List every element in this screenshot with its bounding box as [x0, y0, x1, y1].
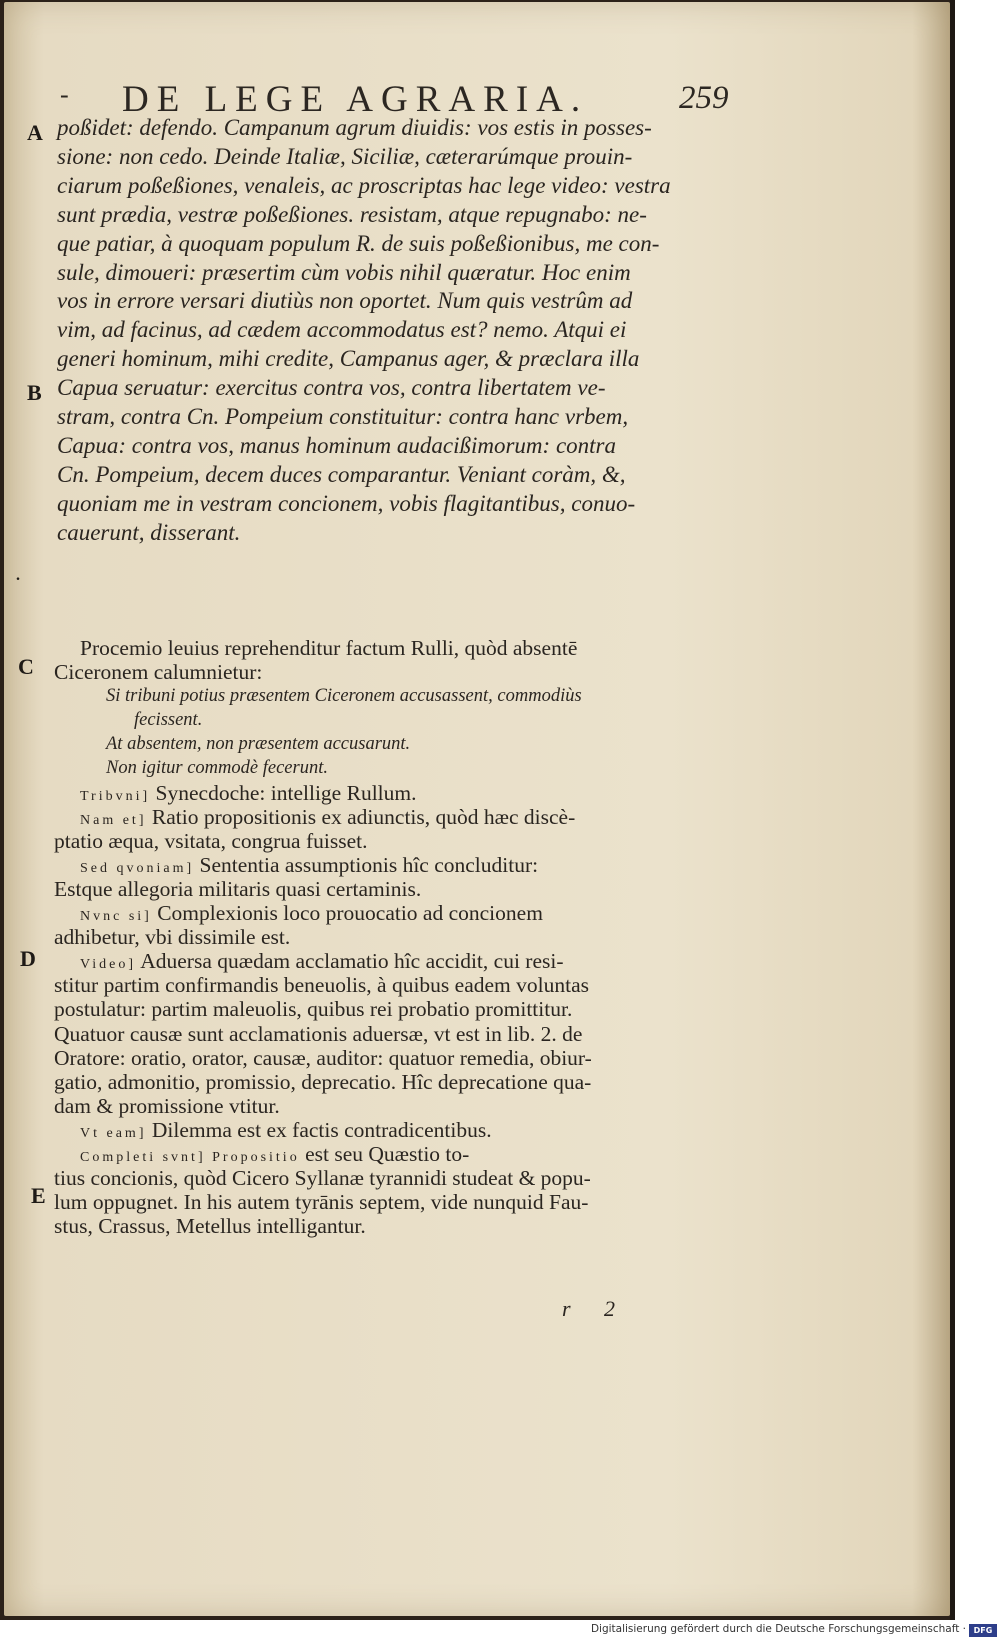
note-line	[54, 949, 714, 973]
note-line: stitur partim confirmandis beneuolis, à quibus eadem voluntas	[54, 973, 590, 998]
note-lemma: Sed qvoniam]	[80, 860, 195, 876]
note-lemma: Completi svnt]	[80, 1149, 206, 1165]
note-line	[54, 1118, 714, 1142]
note-line: adhibetur, vbi dissimile est.	[54, 925, 291, 950]
dfg-logo: DFG	[969, 1624, 997, 1637]
note-line	[54, 1142, 714, 1166]
note-text: est seu Quæstio to-	[299, 1141, 470, 1166]
margin-marker-b: B	[27, 380, 42, 405]
note-line: ptatio æqua, vsitata, congrua fuisset.	[54, 828, 368, 853]
header-dash: -	[60, 80, 69, 109]
text-line: quoniam me in vestram concionem, vobis flagitantibus, conuo-	[57, 490, 636, 516]
text-line: vim, ad facinus, ad cædem accommodatus est? nemo. Atqui ei	[57, 317, 627, 343]
margin-marker-e: E	[31, 1183, 46, 1208]
text-line: sule, dimoueri: præsertim cùm vobis nihil quæratur. Hoc enim	[57, 259, 631, 285]
note-line: postulatur: partim maleuolis, quibus rei probatio promittitur.	[54, 997, 573, 1022]
margin-marker-a: A	[27, 120, 43, 145]
page-number: 259	[679, 80, 729, 116]
note-line: lum oppugnet. In his autem tyrānis septem, vide nunquid Fau-	[54, 1190, 589, 1215]
text-line: Capua: contra vos, manus hominum audacißimorum: contra	[57, 432, 616, 458]
note-lemma: Propositio	[205, 1149, 300, 1165]
note-line: stus, Crassus, Metellus intelligantur.	[54, 1214, 366, 1239]
running-title: DE LEGE AGRARIA.	[122, 79, 589, 120]
text-line: ciarum poßeßiones, venaleis, ac proscriptas hac lege video: vestra	[57, 172, 671, 198]
note-text: Sententia assumptionis hîc concluditur:	[194, 852, 539, 877]
note-line: tius concionis, quòd Cicero Syllanæ tyrannidi studeat & popu-	[54, 1166, 591, 1191]
text-line: stram, contra Cn. Pompeium constituitur: contra hanc vrbem,	[57, 404, 629, 430]
note-line	[54, 781, 714, 805]
text-line: que patiar, à quoquam populum R. de suis poßeßionibus, me con-	[57, 230, 660, 256]
syllogism-line: fecissent.	[134, 710, 203, 731]
note-lemma: Nvnc si]	[80, 909, 152, 925]
note-line: dam & promissione vtitur.	[54, 1093, 280, 1118]
note-line: Estque allegoria militaris quasi certaminis.	[54, 876, 422, 901]
note-lemma: Vt eam]	[80, 1125, 147, 1141]
commentary-line: Ciceronem calumnietur:	[54, 660, 263, 685]
note-lemma: Tribvni]	[80, 788, 151, 804]
syllogism-line: Non igitur commodè fecerunt.	[106, 758, 328, 779]
text-line: cauerunt, disserant.	[57, 519, 241, 545]
text-line: generi hominum, mihi credite, Campanus ager, & præclara illa	[57, 346, 640, 372]
note-line: gatio, admonitio, promissio, deprecatio. Hîc deprecatione qua-	[54, 1069, 592, 1094]
note-line: Oratore: oratio, orator, causæ, auditor: quatuor remedia, obiur-	[54, 1045, 592, 1070]
note-text: Complexionis loco prouocatio ad concionem	[151, 901, 543, 926]
commentary-line: Procemio leuius reprehenditur factum Rulli, quòd absentē	[80, 636, 578, 660]
syllogism-line: At absentem, non præsentem accusarunt.	[106, 734, 411, 755]
book-gutter	[950, 0, 955, 1620]
page	[4, 2, 950, 1616]
text-line: sione: non cedo. Deinde Italiæ, Siciliæ, cæterarúmque prouin-	[57, 143, 633, 169]
note-line	[54, 901, 714, 925]
signature-mark: r 2	[562, 1296, 630, 1321]
note-text: Aduersa quædam acclamatio hîc accidit, cui resi-	[136, 949, 564, 974]
margin-marker-c: C	[18, 654, 34, 679]
note-lemma: Nam et]	[80, 812, 147, 828]
note-line: Quatuor causæ sunt acclamationis aduersæ, vt est in lib. 2. de	[54, 1021, 583, 1046]
margin-marker-d: D	[20, 946, 36, 971]
funding-credit: Digitalisierung gefördert durch die Deutsche Forschungsgemeinschaft ·	[590, 1623, 966, 1635]
text-line: Capua seruatur: exercitus contra vos, contra libertatem ve-	[57, 375, 606, 401]
note-text: Dilemma est ex factis contradicentibus.	[146, 1117, 492, 1142]
text-line: Cn. Pompeium, decem duces comparantur. Veniant coràm, &,	[57, 461, 626, 487]
text-line: sunt prædia, vestræ poßeßiones. resistam, atque repugnabo: ne-	[57, 201, 647, 227]
text-line: poßidet: defendo. Campanum agrum diuidis: vos estis in posses-	[57, 115, 652, 140]
commentary-block	[54, 636, 714, 1238]
syllogism-line: Si tribuni potius præsentem Ciceronem accusassent, commodiùs	[106, 686, 582, 707]
note-lemma: Video]	[80, 957, 137, 973]
text-line: vos in errore versari diutiùs non oportet. Num quis vestrûm ad	[57, 288, 633, 314]
note-text: Ratio propositionis ex adiunctis, quòd hæc discè-	[146, 804, 576, 829]
note-line	[54, 853, 714, 877]
oration-text	[57, 114, 717, 548]
note-line	[54, 805, 714, 829]
margin-dot: .	[16, 567, 20, 584]
note-text: Synecdoche: intellige Rullum.	[150, 780, 417, 805]
